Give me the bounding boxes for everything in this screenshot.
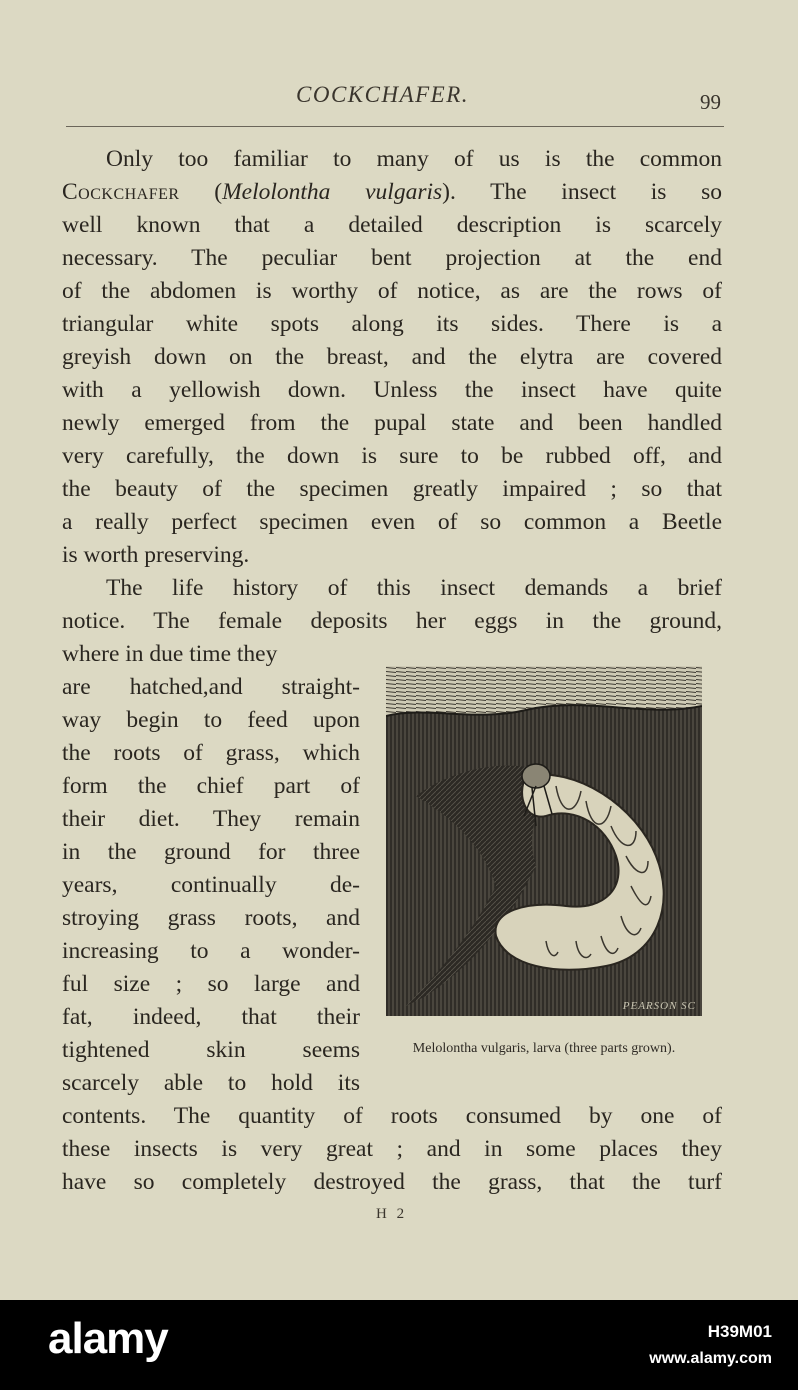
text-line-21: their diet. They remain <box>62 806 360 832</box>
text-line-1: Only too familiar to many of us is the common <box>106 146 722 172</box>
common-name: Cockchafer <box>62 179 180 205</box>
larva-engraving <box>386 666 702 1016</box>
text-line-29: scarcely able to hold its <box>62 1070 360 1096</box>
text-line-18: way begin to feed upon <box>62 707 360 733</box>
running-head-title: COCKCHAFER. <box>296 82 470 107</box>
text-line-8: with a yellowish down. Unless the insect have quite <box>62 377 722 403</box>
open-paren: ( <box>179 179 223 205</box>
text-line-9: newly emerged from the pupal state and been handled <box>62 410 722 436</box>
text-line-25: increasing to a wonder- <box>62 938 360 964</box>
text-line-30: contents. The quantity of roots consumed by one of <box>62 1103 722 1129</box>
text-line-3: well known that a detailed description is scarcely <box>62 212 722 238</box>
figure-caption: Melolontha vulgaris, larva (three parts grown). <box>412 1041 676 1056</box>
text-line-11: the beauty of the specimen greatly impaired ; so that <box>62 476 722 502</box>
image-id: H39M01 <box>707 1322 772 1341</box>
text-line-24: stroying grass roots, and <box>62 905 360 931</box>
text-line-5: of the abdomen is worthy of notice, as are the rows of <box>62 278 722 304</box>
text-line-16: where in due time they <box>62 641 278 667</box>
engraver-signature: PEARSON SC <box>622 1000 696 1012</box>
text-line-27: fat, indeed, that their <box>62 1004 360 1030</box>
text-line-17: are hatched,and straight- <box>62 674 360 700</box>
text-line-7: greyish down on the breast, and the elytra are covered <box>62 344 722 370</box>
latin-name: Melolontha vulgaris <box>222 179 443 205</box>
text-line-12: a really perfect specimen even of so common a Beetle <box>62 509 722 535</box>
text-line-10: very carefully, the down is sure to be rubbed off, and <box>62 443 722 469</box>
text-line-6: triangular white spots along its sides. There is a <box>62 311 722 337</box>
text-line-15: notice. The female deposits her eggs in the ground, <box>62 608 722 634</box>
sheet-signature-mark: H 2 <box>376 1206 408 1222</box>
text-line-14: The life history of this insect demands a brief <box>106 575 722 601</box>
watermark-footer <box>0 1300 798 1390</box>
line2-rest: ). The insect is so <box>442 179 723 205</box>
header-rule <box>66 126 724 127</box>
text-line-22: in the ground for three <box>62 839 360 865</box>
larva-engraving-art <box>386 666 702 1016</box>
site-url: www.alamy.com <box>649 1350 772 1367</box>
text-line-31: these insects is very great ; and in some places they <box>62 1136 722 1162</box>
text-line-20: form the chief part of <box>62 773 360 799</box>
text-line-19: the roots of grass, which <box>62 740 360 766</box>
alamy-logo: alamy <box>48 1314 168 1363</box>
text-line-32: have so completely destroyed the grass, that the turf <box>62 1169 722 1195</box>
text-line-2 <box>62 176 722 209</box>
text-line-28: tightened skin seems <box>62 1037 360 1063</box>
text-line-4: necessary. The peculiar bent projection at the end <box>62 245 722 271</box>
text-line-26: ful size ; so large and <box>62 971 360 997</box>
text-line-23: years, continually de- <box>62 872 360 898</box>
text-line-13: is worth preserving. <box>62 542 250 568</box>
page-number: 99 <box>700 90 721 114</box>
